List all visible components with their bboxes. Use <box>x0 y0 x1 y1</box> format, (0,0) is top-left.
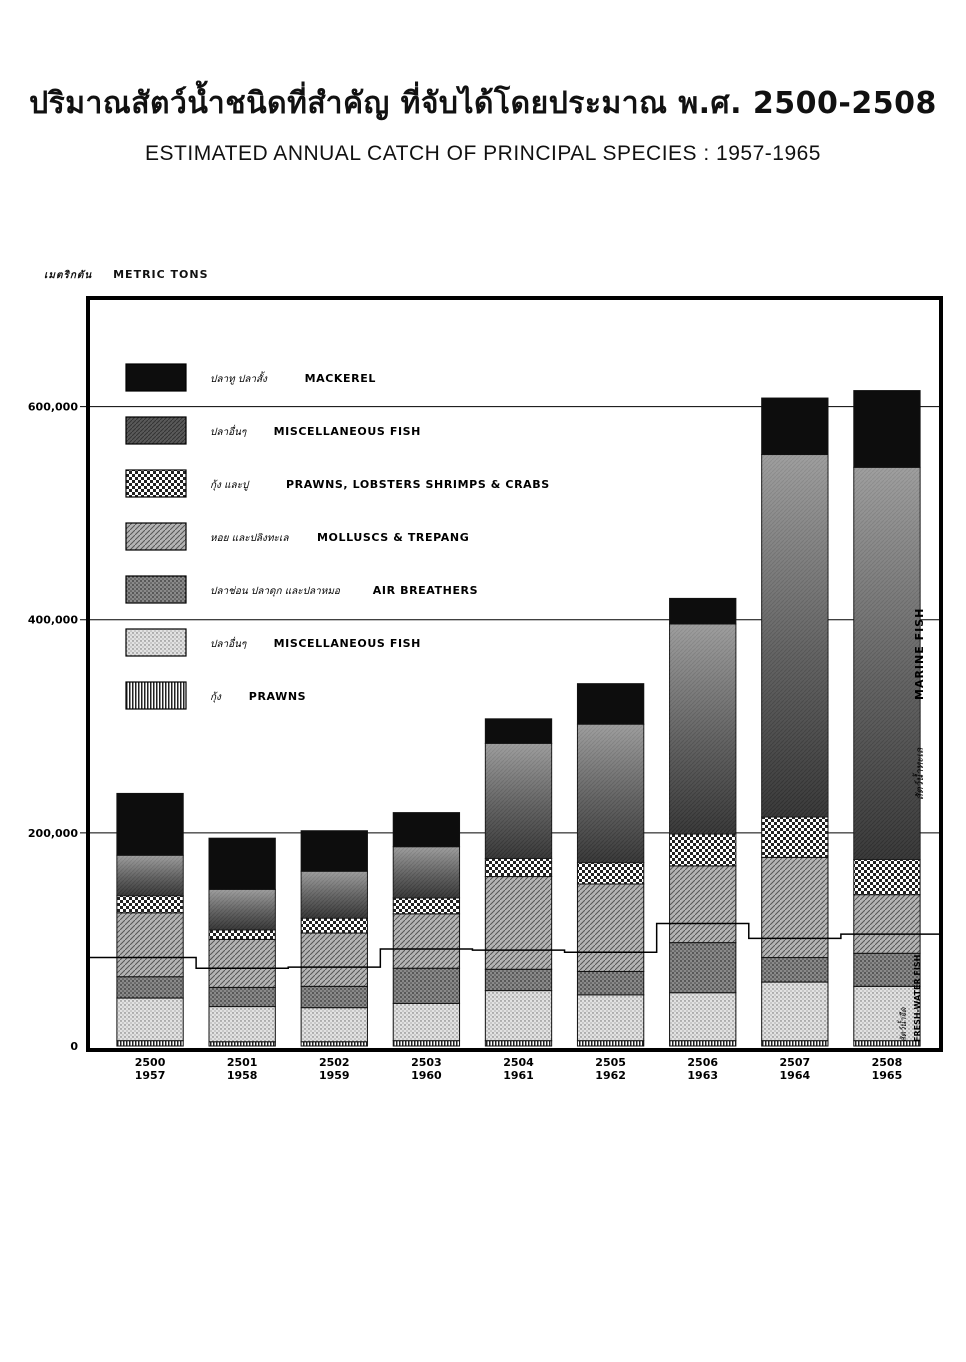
bar-segment-texture <box>854 467 920 859</box>
y-tick-label: 600,000 <box>27 400 78 414</box>
bar-segment-black <box>393 813 459 847</box>
bar-segment-black <box>117 793 183 855</box>
bar-stack-2505 <box>577 684 643 1046</box>
bar-segment-texture <box>301 871 367 918</box>
y-axis-unit-thai: เมตริกตัน <box>44 270 93 281</box>
bar-segment-vstripe <box>762 1041 828 1046</box>
bar-segment-lightdot <box>577 995 643 1041</box>
bar-segment-hatch <box>485 877 551 970</box>
bar-segment-darkdot <box>854 953 920 986</box>
fresh-water-fish-label-thai: สัตว์น้ำจืด <box>899 1007 908 1042</box>
bar-segment-darkdot <box>393 968 459 1003</box>
bar-stack-2502 <box>301 831 367 1046</box>
x-tick-label-be: 2506 <box>687 1056 719 1069</box>
legend-swatch-hatch <box>126 523 186 550</box>
bar-segment-vstripe <box>393 1041 459 1046</box>
x-tick-label-be: 2508 <box>871 1056 903 1069</box>
bar-segment-vstripe <box>301 1042 367 1046</box>
y-axis-unit-english: METRIC TONS <box>113 268 209 281</box>
marine-fish-label: MARINE FISH <box>913 607 926 700</box>
bar-segment-lightdot <box>762 982 828 1041</box>
legend-swatch-lightdot <box>126 629 186 656</box>
x-tick-label-be: 2501 <box>226 1056 258 1069</box>
x-tick-label-ce: 1960 <box>411 1069 442 1082</box>
bar-segment-checker <box>393 898 459 914</box>
legend-label: MISCELLANEOUS FISH <box>273 425 421 438</box>
legend-label: MACKEREL <box>304 372 376 385</box>
x-tick-label-ce: 1961 <box>503 1069 534 1082</box>
legend-label-thai: หอย และปลิงทะเล <box>210 533 289 544</box>
x-axis <box>135 1056 903 1082</box>
bar-stack-2504 <box>485 719 551 1046</box>
bar-segment-checker <box>577 863 643 884</box>
legend-swatch-checker <box>126 470 186 497</box>
legend <box>126 364 550 709</box>
y-tick-label: 200,000 <box>27 826 78 840</box>
bar-segment-darkdot <box>762 958 828 983</box>
bar-segment-lightdot <box>117 998 183 1041</box>
legend-swatch-black <box>126 364 186 391</box>
bar-segment-hatch <box>670 866 736 943</box>
bar-segment-vstripe <box>485 1041 551 1046</box>
x-tick-label-be: 2502 <box>318 1056 350 1069</box>
bar-stack-2506 <box>670 598 736 1046</box>
bar-segment-texture <box>209 889 275 929</box>
bar-segment-darkdot <box>577 971 643 994</box>
bar-segment-black <box>762 398 828 454</box>
legend-label: PRAWNS <box>248 690 307 703</box>
bar-segment-checker <box>209 930 275 940</box>
bar-segment-lightdot <box>485 991 551 1041</box>
y-tick-label: 0 <box>70 1040 78 1053</box>
bar-segment-vstripe <box>577 1041 643 1046</box>
chart-title: ESTIMATED ANNUAL CATCH OF PRINCIPAL SPECIES : 1957-1965 <box>145 142 821 165</box>
legend-label-thai: ปลาอื่นๆ <box>210 427 247 438</box>
bar-segment-black <box>301 831 367 871</box>
legend-label-thai: กุ้ง และปู <box>210 480 249 491</box>
bar-segment-texture <box>577 724 643 863</box>
x-tick-label-ce: 1963 <box>687 1069 719 1082</box>
bar-stack-2503 <box>393 813 459 1046</box>
bar-segment-hatch <box>393 914 459 968</box>
bar-segment-texture <box>485 743 551 858</box>
legend-label-thai: ปลาช่อน ปลาดุก และปลาหมอ <box>210 586 340 597</box>
bar-segment-black <box>485 719 551 744</box>
bar-segment-vstripe <box>209 1042 275 1046</box>
bar-stack-2501 <box>209 838 275 1046</box>
bar-segment-black <box>670 598 736 624</box>
bar-segment-darkdot <box>301 986 367 1007</box>
bar-segment-black <box>577 684 643 724</box>
bar-segment-darkdot <box>670 943 736 993</box>
legend-label-thai: ปลาทู ปลาสั้ง <box>210 374 267 385</box>
x-tick-label-be: 2507 <box>779 1056 811 1069</box>
fresh-water-fish-label: FRESH-WATER FISH <box>913 954 922 1042</box>
marine-fish-label-thai: สัตว์น้ำทะเล <box>915 747 926 800</box>
legend-swatch-darkhatch <box>126 417 186 444</box>
bar-segment-lightdot <box>670 993 736 1041</box>
legend-swatch-darkdot <box>126 576 186 603</box>
legend-label-thai: ปลาอื่นๆ <box>210 639 247 650</box>
bar-segment-checker <box>117 896 183 913</box>
legend-label: PRAWNS, LOBSTERS SHRIMPS & CRABS <box>286 478 550 491</box>
bar-stack-2508 <box>854 391 920 1046</box>
y-axis <box>28 401 78 1053</box>
bar-segment-black <box>209 838 275 889</box>
bar-segment-hatch <box>117 913 183 977</box>
bar-segment-vstripe <box>854 1041 920 1046</box>
bar-segment-hatch <box>854 895 920 954</box>
bar-segment-checker <box>670 834 736 866</box>
x-tick-label-ce: 1964 <box>779 1069 811 1082</box>
x-tick-label-ce: 1959 <box>318 1069 350 1082</box>
legend-label: MOLLUSCS & TREPANG <box>317 531 470 544</box>
bar-segment-darkdot <box>117 977 183 998</box>
bar-segment-vstripe <box>117 1041 183 1046</box>
bar-segment-checker <box>762 817 828 857</box>
bar-segment-lightdot <box>854 986 920 1040</box>
bar-segment-darkdot <box>485 969 551 990</box>
x-tick-label-ce: 1965 <box>871 1069 903 1082</box>
legend-swatch-vstripe <box>126 682 186 709</box>
bar-segment-hatch <box>577 884 643 971</box>
x-tick-label-be: 2500 <box>134 1056 166 1069</box>
bar-segment-hatch <box>762 857 828 957</box>
bar-segment-hatch <box>209 939 275 987</box>
bar-segment-lightdot <box>209 1007 275 1042</box>
x-tick-label-ce: 1962 <box>595 1069 626 1082</box>
bar-segment-texture <box>762 455 828 817</box>
bar-segment-texture <box>117 855 183 895</box>
bar-segment-darkdot <box>209 987 275 1006</box>
bar-segment-black <box>854 391 920 468</box>
x-tick-label-be: 2505 <box>595 1056 626 1069</box>
chart-title-thai: ปริมาณสัตว์น้ำชนิดที่สำคัญ ที่จับได้โดยประมาณ พ.ศ. 2500-2508 <box>29 86 937 121</box>
legend-label: MISCELLANEOUS FISH <box>273 637 421 650</box>
x-tick-label-ce: 1957 <box>134 1069 166 1082</box>
bar-stack-2500 <box>117 793 183 1046</box>
bar-segment-texture <box>393 847 459 898</box>
bar-segment-checker <box>485 858 551 876</box>
bar-segment-checker <box>854 860 920 895</box>
legend-label: AIR BREATHERS <box>372 584 479 597</box>
bar-segment-hatch <box>301 933 367 986</box>
bar-stack-2507 <box>762 398 828 1046</box>
x-tick-label-be: 2504 <box>503 1056 534 1069</box>
legend-label-thai: กุ้ง <box>210 692 221 703</box>
bar-segment-vstripe <box>670 1041 736 1046</box>
bar-segment-lightdot <box>301 1008 367 1042</box>
x-tick-label-ce: 1958 <box>226 1069 258 1082</box>
x-tick-label-be: 2503 <box>411 1056 442 1069</box>
bar-segment-lightdot <box>393 1003 459 1040</box>
y-tick-label: 400,000 <box>27 613 78 627</box>
bar-segment-texture <box>670 624 736 834</box>
bar-segment-checker <box>301 918 367 933</box>
